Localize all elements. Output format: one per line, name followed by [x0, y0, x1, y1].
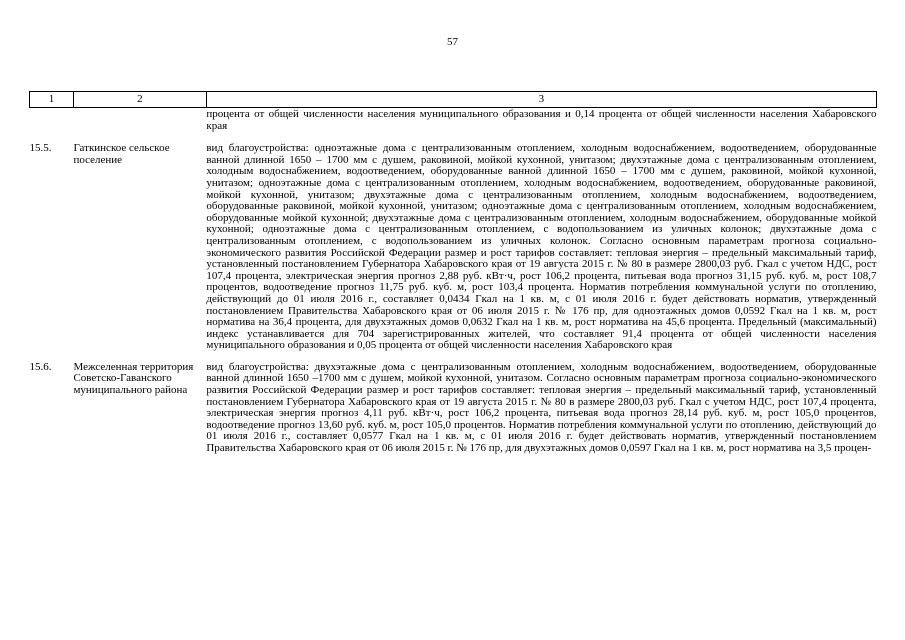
row-text: вид благоустройства: двухэтажные дома с централизованным отоплением, холодным водоснабжением, водоотведением, оборудованные ванной длинной 1650 –1700 мм с душем, мойкой кухонной, унитазом. Согласно основным параметрам прогноза социально-экономического развития Российской Федерации размер и рост тарифов составляет: тепловая энергия – предельный максимальный тариф, установленный постановлением Губернатора Хабаровского края от 19 августа 2015 г. № 80 в размере 2800,03 руб. Гкал с учетом НДС, рост 107,4 процента, электрическая энергия прогноз 4,11 руб. кВт·ч, рост 106,2 процента, питьевая вода прогноз 28,14 руб. куб. м, рост 105,0 процентов, водоотведение прогноз 13,60 руб. куб. м, рост 105,0 процентов. Норматив потребления коммунальной услуги по отоплению, действующий до 01 июля 2016 г., составляет 0,0577 Гкал на 1 кв. м, с 01 июля 2016 г. будет действовать норматив, утвержденный постановлением Правительства Хабаровского края от 06 июля 2015 г. № 176 пр, для двухэтажных домов 0,0597 Гкал на 1 кв. м, рост норматива на 3,5 процен-: [206, 360, 877, 455]
table-row: [30, 143, 877, 362]
header-col-3: 3: [206, 92, 876, 108]
table-row-continuation: [30, 108, 877, 144]
page-number: 57: [447, 36, 458, 48]
row-number: 15.6.: [29, 360, 52, 373]
tariff-table: [29, 91, 877, 455]
header-col-2: 2: [73, 92, 206, 108]
table-header: [30, 92, 877, 108]
header-col-1: 1: [30, 92, 74, 108]
table-row: [30, 362, 877, 455]
row-name: Межселенная территория Советско-Гаванского муниципального района: [73, 360, 194, 397]
row-name: Гаткинское сельское поселение: [73, 142, 170, 166]
row-number: 15.5.: [29, 142, 52, 155]
continuation-text: процента от общей численности населения муниципального образования и 0,14 процента от общей численности населения Хабаровского края: [206, 108, 877, 132]
row-text: вид благоустройства: одноэтажные дома с централизованным отоплением, холодным водоснабжением, водоотведением, оборудованные ванной длинной 1650 – 1700 мм с душем, раковиной, мойкой кухонной, унитазом; двухэтажные дома с централизованным отоплением, холодным водоснабжением, водоотведением, оборудованные ванной длинной 1650 – 1700 мм с душем, раковиной, мойкой кухонной, унитазом; одноэтажные дома с централизованным отоплением, холодным водоснабжением, водоотведением, оборудованные раковиной, мойкой кухонной, унитазом; двухэтажные дома с централизованным отоплением, холодным водоснабжением, водоотведением, оборудованные раковиной, мойкой кухонной, унитазом; одноэтажные дома с централизованным отоплением, холодным водоснабжением, оборудованные мойкой кухонной; двухэтажные дома с централизованным отоплением, холодным водоснабжением, оборудованные мойкой кухонной; одноэтажные дома с централизованным отоплением, с водопользованием из уличных колонок; двухэтажные дома с централизованным отоплением, с водопользованием из уличных колонок. Согласно основным параметрам прогноза социально-экономического развития Российской Федерации размер и рост тарифов составляет: тепловая энергия – предельный максимальный тариф, установленный постановлением Губернатора Хабаровского края от 19 августа 2015 г. № 80 в размере 2800,03 руб. Гкал с учетом НДС, рост 107,4 процента, электрическая энергия прогноз 2,88 руб. кВт·ч, рост 106,2 процента, питьевая вода прогноз 31,15 руб. куб. м, рост 108,7 процентов, водоотведение прогноз 11,75 руб. куб. м, рост 103,4 процента. Норматив потребления коммунальной услуги по отоплению, действующий до 01 июля 2016 г., составляет 0,0434 Гкал на 1 кв. м, с 01 июля 2016 г. будет действовать норматив, утвержденный постановлением Правительства Хабаровского края от 06 июля 2015 г. № 176 пр, для одноэтажных домов 0,0592 Гкал на 1 кв. м, рост норматива на 36,4 процента, для двухэтажных домов 0,0632 Гкал на 1 кв. м, рост норматива на 45,6 процента. Предельный (максимальный) индекс устанавливается для 704 зарегистрированных жителей, что составляет 91,4 процента от общей численности населения муниципального образования и 0,05 процента от общей численности населения Хабаровского края: [206, 142, 877, 352]
